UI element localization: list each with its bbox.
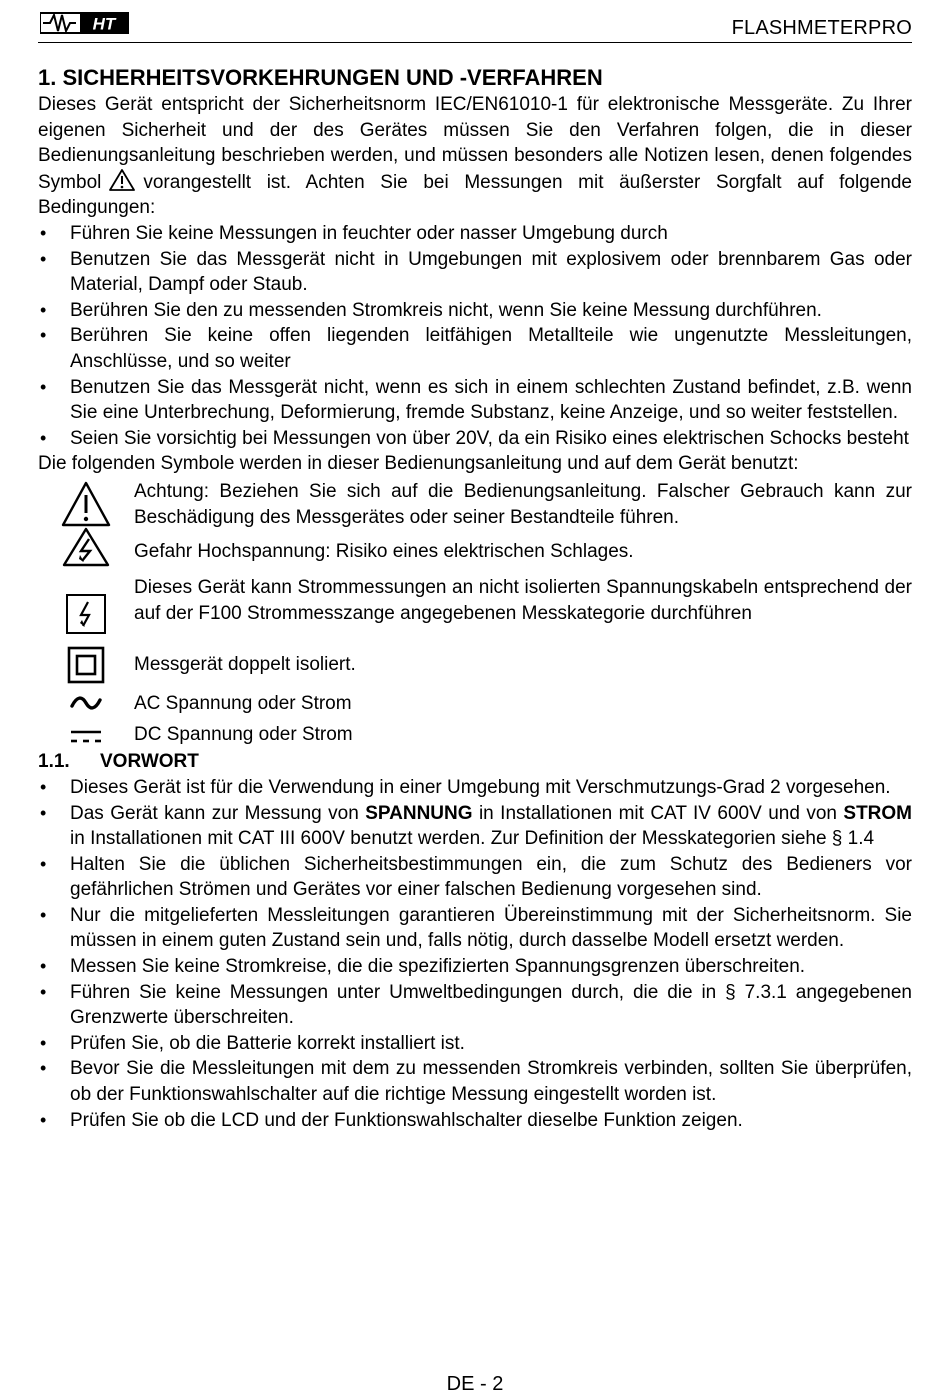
- double-insulation-icon: [67, 646, 105, 684]
- bold-term: STROM: [843, 802, 912, 824]
- section-title: 1. SICHERHEITSVORKEHRUNGEN UND -VERFAHREN: [38, 65, 603, 90]
- symbols-table: [38, 479, 912, 749]
- ht-logo: [40, 10, 130, 36]
- symbol-description: AC Spannung oder Strom: [134, 692, 352, 714]
- bold-term: SPANNUNG: [365, 802, 473, 824]
- high-voltage-icon: [62, 527, 110, 567]
- product-name: FLASHMETERPRO: [731, 17, 912, 39]
- page-header: [38, 8, 912, 43]
- list-item: • Berühren Sie keine offen liegenden leitfähigen Metallteile wie ungenutzte Messleitungen, Anschlüsse, und so weiter: [38, 323, 912, 374]
- warning-triangle-icon: [61, 481, 111, 527]
- list-item: • Halten Sie die üblichen Sicherheitsbestimmungen ein, die zum Schutz des Bedieners vor gefährlichen Strömen und Gerätes vor einer falschen Bedienung vorgesehen sind.: [38, 852, 912, 903]
- list-item: • Benutzen Sie das Messgerät nicht, wenn es sich in einem schlechten Zustand befindet, z.B. wenn Sie eine Unterbrechung, Deformierung, fremde Substanz, keine Anzeige, und so weiter feststellen.: [38, 375, 912, 426]
- symbol-row: [38, 539, 912, 575]
- subsection-title-text: VORWORT: [100, 750, 199, 772]
- symbol-description: Messgerät doppelt isoliert.: [134, 653, 356, 675]
- intro-text-2: vorangestellt ist. Achten Sie bei Messungen mit äußerster Sorgfalt auf folgende Bedingungen:: [38, 171, 912, 219]
- subsection-title: [38, 749, 912, 775]
- list-item: • Bevor Sie die Messleitungen mit dem zu messenden Stromkreis verbinden, sollten Sie überprüfen, ob der Funktionswahlschalter auf die richtige Messung eingestellt worden ist.: [38, 1056, 912, 1107]
- conditions-list: [38, 221, 912, 451]
- list-item: • Seien Sie vorsichtig bei Messungen von über 20V, da ein Risiko eines elektrischen Schocks besteht: [38, 426, 912, 452]
- symbol-description: Dieses Gerät kann Strommessungen an nicht isolierten Spannungskabeln entsprechend der auf der F100 Strommesszange angegebenen Messkategorie durchführen: [134, 576, 912, 624]
- list-item: • Prüfen Sie ob die LCD und der Funktionswahlschalter dieselbe Funktion zeigen.: [38, 1108, 912, 1134]
- symbols-intro: Die folgenden Symbole werden in dieser Bedienungsanleitung und auf dem Gerät benutzt:: [38, 453, 799, 475]
- symbol-description: Achtung: Beziehen Sie sich auf die Bedienungsanleitung. Falscher Gebrauch kann zur Beschädigung des Messgerätes oder seiner Bestandteile führen.: [134, 480, 912, 528]
- list-item: • Messen Sie keine Stromkreise, die die spezifizierten Spannungsgrenzen überschreiten.: [38, 954, 912, 980]
- list-item: • Das Gerät kann zur Messung von SPANNUNG in Installationen mit CAT IV 600V und von STROM in Installationen mit CAT III 600V benutzt werden. Zur Definition der Messkategorien siehe § 1.4: [38, 801, 912, 852]
- symbol-row: [38, 722, 912, 749]
- list-item: • Dieses Gerät ist für die Verwendung in einer Umgebung mit Verschmutzungs-Grad 2 vorgesehen.: [38, 775, 912, 801]
- symbol-description: Gefahr Hochspannung: Risiko eines elektrischen Schlages.: [134, 540, 634, 562]
- live-conductor-icon: [65, 593, 107, 635]
- dc-icon: [69, 726, 103, 746]
- page-content: [38, 64, 912, 1133]
- symbol-row: [38, 479, 912, 539]
- symbol-row: [38, 652, 912, 691]
- intro-text-1: Dieses Gerät entspricht der Sicherheitsnorm IEC/EN61010-1 für elektronische Messgeräte. Zu Ihrer eigenen Sicherheit und der des Gerätes müssen Sie den Verfahren folgen, die in dieser Bedienungsanleitung beschrieben werden, und müssen besonders alle Notizen lesen, denen folgendes Symbol: [38, 94, 912, 193]
- list-item: • Berühren Sie den zu messenden Stromkreis nicht, wenn Sie keine Messung durchführen.: [38, 298, 912, 324]
- svg-text:HT: HT: [92, 14, 116, 34]
- list-item: • Benutzen Sie das Messgerät nicht in Umgebungen mit explosivem oder brennbarem Gas oder Material, Dampf oder Staub.: [38, 247, 912, 298]
- ac-icon: [69, 693, 103, 713]
- intro-paragraph: [38, 92, 912, 221]
- preface-list: [38, 775, 912, 1133]
- list-item: • Prüfen Sie, ob die Batterie korrekt installiert ist.: [38, 1031, 912, 1057]
- list-item: • Führen Sie keine Messungen in feuchter oder nasser Umgebung durch: [38, 221, 912, 247]
- symbol-row: [38, 575, 912, 652]
- symbol-description: DC Spannung oder Strom: [134, 723, 353, 745]
- list-item: • Nur die mitgelieferten Messleitungen garantieren Übereinstimmung mit der Sicherheitsnorm. Sie müssen in einem guten Zustand sein und, falls nötig, durch dasselbe Modell ersetzt werden.: [38, 903, 912, 954]
- subsection-number: 1.1.: [38, 750, 70, 772]
- page-number: DE - 2: [446, 1373, 504, 1395]
- list-item: • Führen Sie keine Messungen unter Umweltbedingungen durch, die die in § 7.3.1 angegebenen Grenzwerte überschreiten.: [38, 980, 912, 1031]
- symbol-row: [38, 691, 912, 722]
- warning-icon: [109, 169, 135, 191]
